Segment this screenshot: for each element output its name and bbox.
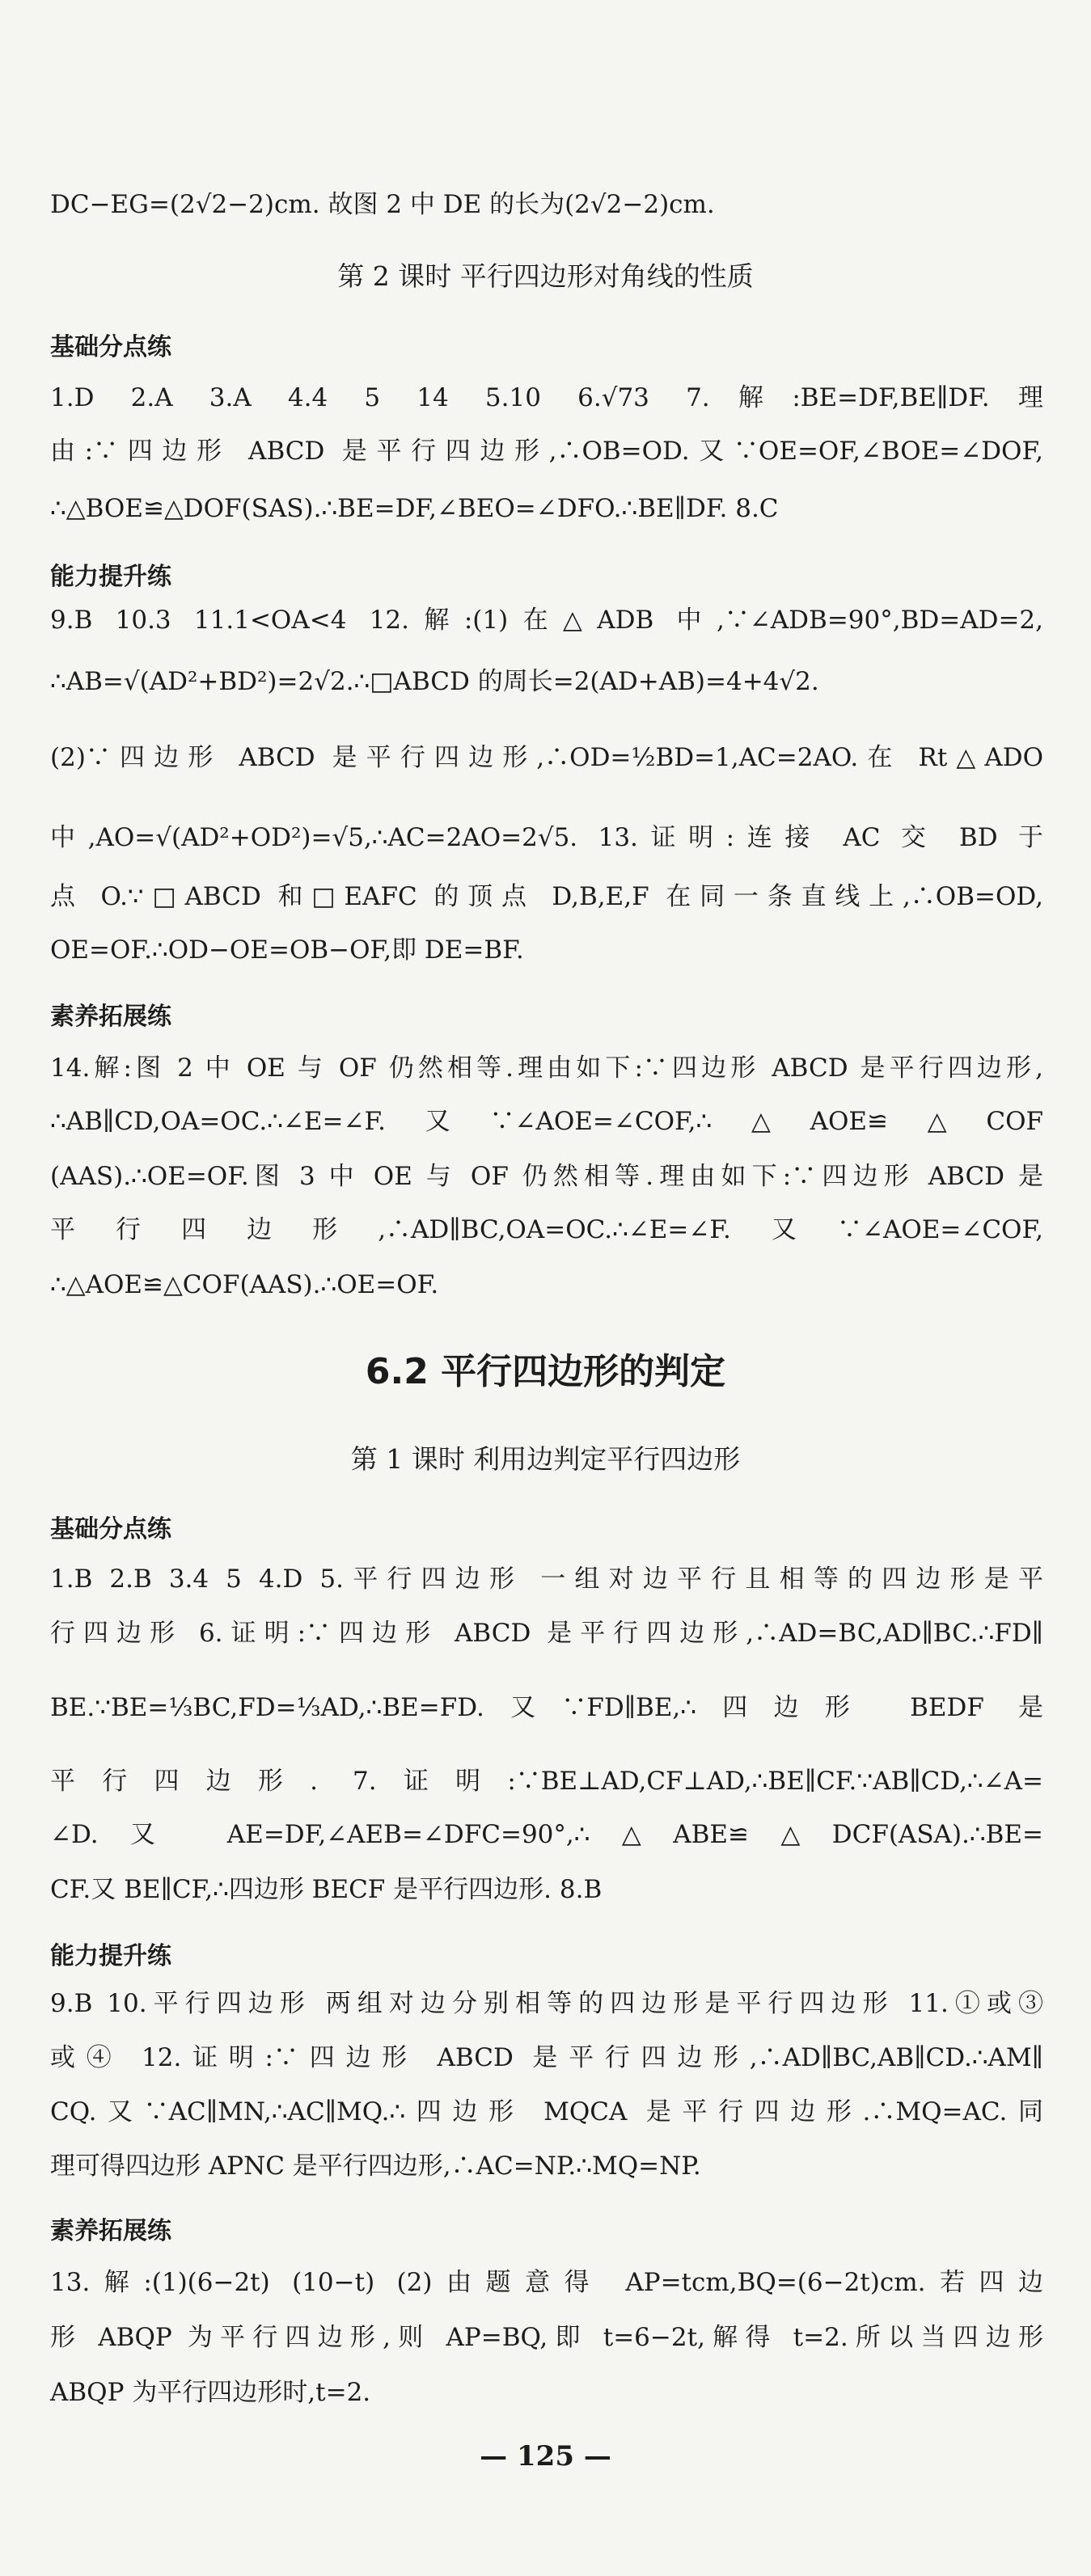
- text-line: 13.解:(1)(6−2t) (10−t) (2)由题意得 AP=tcm,BQ=(6−2t)cm.若四边: [50, 2268, 1043, 2297]
- heading-basic-practice: 基础分点练: [50, 1515, 171, 1543]
- section-title: 6.2 平行四边形的判定: [365, 1351, 726, 1392]
- text-line: ∴△BOE≌△DOF(SAS).∴BE=DF,∠BEO=∠DFO.∴BE∥DF. 8.C: [50, 494, 779, 523]
- page-number: — 125 —: [480, 2440, 611, 2473]
- text-line: 理可得四边形 APNC 是平行四边形,∴AC=NP.∴MQ=NP.: [50, 2152, 701, 2181]
- text-line: ABQP 为平行四边形时,t=2.: [50, 2378, 371, 2407]
- text-line: ∴△AOE≌△COF(AAS).∴OE=OF.: [50, 1270, 439, 1299]
- text-line: 点 O.∵□ABCD 和□EAFC 的顶点 D,B,E,F 在同一条直线上,∴OB=OD,: [50, 882, 1043, 911]
- text-line: CF.又 BE∥CF,∴四边形 BECF 是平行四边形. 8.B: [50, 1875, 603, 1904]
- text-line: 平行四边形. 7.证明:∵BE⊥AD,CF⊥AD,∴BE∥CF.∵AB∥CD,∴∠A=: [50, 1767, 1043, 1796]
- intro-line: DC−EG=(2√2−2)cm. 故图 2 中 DE 的长为(2√2−2)cm.: [50, 190, 715, 219]
- text-line: ∠D.又 AE=DF,∠AEB=∠DFC=90°,∴△ABE≌△DCF(ASA).∴BE=: [50, 1820, 1043, 1849]
- text-line: ∴AB∥CD,OA=OC.∴∠E=∠F.又∵∠AOE=∠COF,∴△AOE≌△COF: [50, 1107, 1043, 1136]
- text-line: 平行四边形,∴AD∥BC,OA=OC.∴∠E=∠F.又∵∠AOE=∠COF,: [50, 1215, 1043, 1244]
- text-line: 行四边形 6.证明:∵四边形 ABCD 是平行四边形,∴AD=BC,AD∥BC.∴FD∥: [50, 1619, 1043, 1648]
- text-line: BE.∵BE=⅓BC,FD=⅓AD,∴BE=FD.又∵FD∥BE,∴四边形 BEDF 是: [50, 1693, 1043, 1722]
- text-line: 1.B 2.B 3.4 5 4.D 5.平行四边形 一组对边平行且相等的四边形是平: [50, 1565, 1043, 1594]
- text-line: 中,AO=√(AD²+OD²)=√5,∴AC=2AO=2√5. 13.证明:连接 AC 交 BD 于: [50, 823, 1043, 852]
- heading-ability-practice: 能力提升练: [50, 563, 171, 591]
- text-line: 9.B 10.3 11.1<OA<4 12.解:(1)在△ADB 中,∵∠ADB=90°,BD=AD=2,: [50, 606, 1043, 635]
- heading-ability-practice: 能力提升练: [50, 1942, 171, 1970]
- lesson-title: 第 2 课时 平行四边形对角线的性质: [337, 260, 754, 292]
- text-line: 1.D 2.A 3.A 4.4 5 14 5.10 6.√73 7.解:BE=DF,BE∥DF.理: [50, 383, 1043, 412]
- text-line: CQ.又∵AC∥MN,∴AC∥MQ.∴四边形 MQCA 是平行四边形.∴MQ=AC.同: [50, 2097, 1043, 2126]
- heading-extension-practice: 素养拓展练: [50, 2217, 171, 2245]
- text-line: 9.B 10.平行四边形 两组对边分别相等的四边形是平行四边形 11.①或③: [50, 1989, 1043, 2018]
- text-line: 由:∵四边形 ABCD 是平行四边形,∴OB=OD.又∵OE=OF,∠BOE=∠DOF,: [50, 437, 1043, 466]
- lesson-title: 第 1 课时 利用边判定平行四边形: [350, 1443, 741, 1475]
- text-line: 14.解:图 2 中 OE 与 OF 仍然相等.理由如下:∵四边形 ABCD 是平行四边形,: [50, 1054, 1043, 1083]
- text-line: (AAS).∴OE=OF.图 3 中 OE 与 OF 仍然相等.理由如下:∵四边形 ABCD 是: [50, 1162, 1043, 1191]
- text-line: 或④ 12.证明:∵四边形 ABCD 是平行四边形,∴AD∥BC,AB∥CD.∴AM∥: [50, 2043, 1043, 2072]
- text-line: ∴AB=√(AD²+BD²)=2√2.∴□ABCD 的周长=2(AD+AB)=4+4√2.: [50, 667, 819, 696]
- text-line: (2)∵四边形 ABCD 是平行四边形,∴OD=½BD=1,AC=2AO.在 Rt△ADO: [50, 743, 1043, 772]
- text-line: OE=OF.∴OD−OE=OB−OF,即 DE=BF.: [50, 935, 524, 965]
- heading-extension-practice: 素养拓展练: [50, 1003, 171, 1031]
- text-line: 形 ABQP 为平行四边形,则 AP=BQ,即 t=6−2t,解得 t=2.所以当四边形: [50, 2323, 1043, 2352]
- heading-basic-practice: 基础分点练: [50, 333, 171, 361]
